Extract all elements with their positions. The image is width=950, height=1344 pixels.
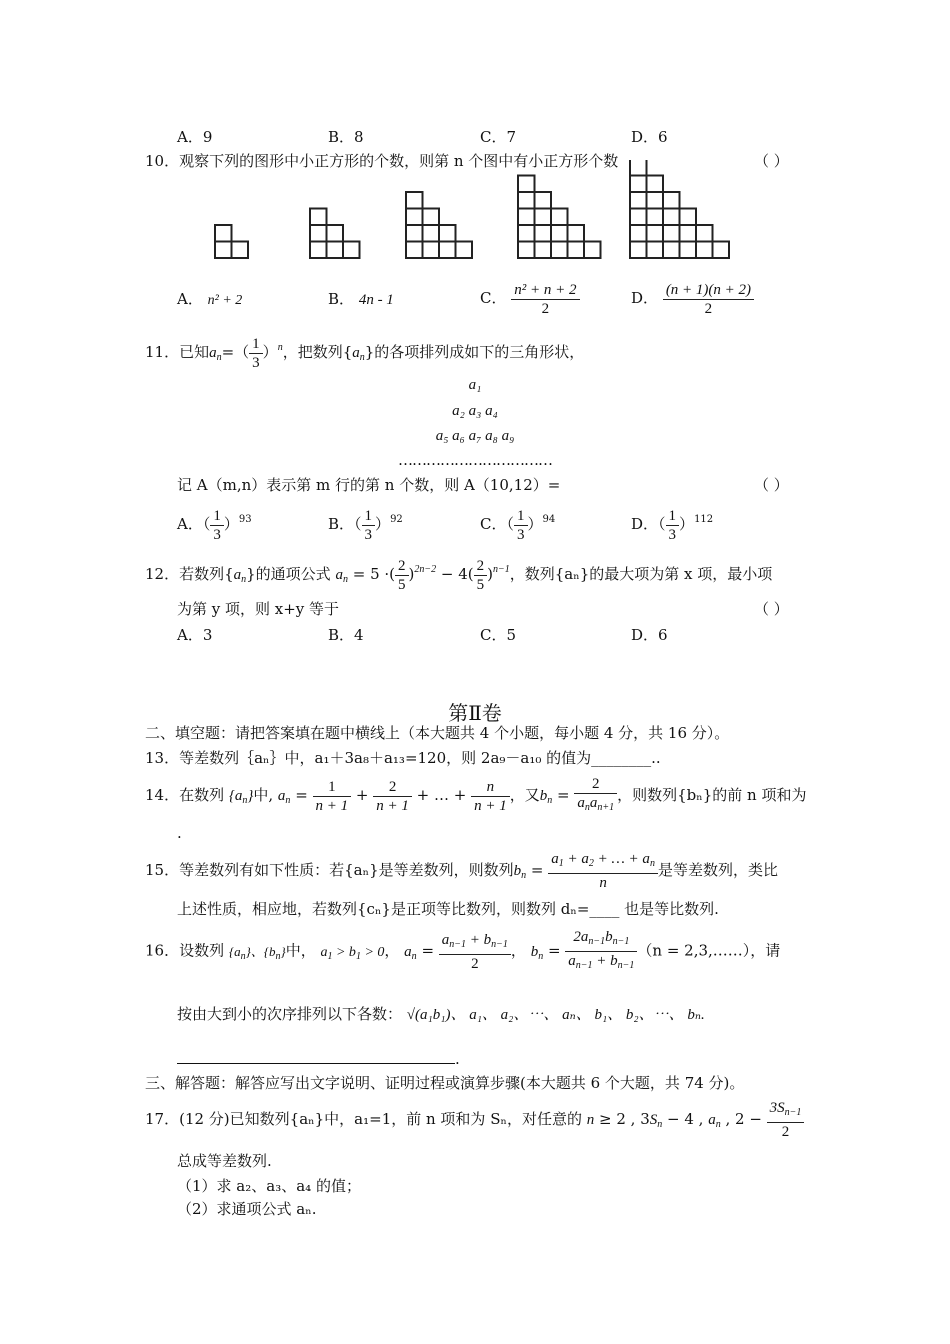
unit-square	[518, 209, 535, 226]
unit-square	[232, 242, 249, 259]
unit-square	[215, 225, 232, 242]
figure-3	[406, 192, 472, 258]
part2-title: 第Ⅱ卷	[448, 701, 502, 725]
unit-square	[680, 225, 697, 242]
unit-square	[630, 242, 647, 259]
q12-option-a: A．3	[177, 626, 213, 644]
q10-option-b-expr: 4n - 1	[358, 292, 394, 308]
unit-square	[310, 209, 327, 226]
unit-square	[630, 209, 647, 226]
q11-option-a-label: A．	[177, 515, 203, 533]
q16-stem-a: 16．设数列	[145, 941, 225, 960]
q16-line2-text: 按由大到小的次序排列以下各数：	[177, 1005, 403, 1023]
unit-square	[551, 225, 568, 242]
unit-square	[568, 242, 585, 259]
q12-stem-b: }的通项公式	[246, 565, 331, 583]
q10-option-d-label: D．	[631, 289, 659, 307]
q12-stem: 12．若数列$\{a_n\}$的通项公式 $a_n = 5$ ·( $\frac{2}{5}$ )$^{2n-2}$ − 4( $\frac{2}{5}$ )$^{n-1}$，数列{aₙ}的最大项为第 x 项，最小项	[145, 557, 773, 593]
unit-square	[680, 209, 697, 226]
q15-line2: 上述性质，相应地，若数列{cₙ}是正项等比数列，则数列 dₙ=____ 也是等比数列.	[177, 900, 719, 918]
q10-option-d-fraction	[663, 281, 754, 318]
unit-square	[680, 242, 697, 259]
q16-sequence: √(a₁b₁)、 a₁、 a₂、⋯、 aₙ、 b₁、 b₂、⋯、 bₙ.	[406, 1007, 705, 1023]
q10-option-a	[177, 288, 242, 312]
q11-option-c-exp: 94	[542, 514, 556, 525]
q16-blank	[177, 1049, 455, 1064]
q11-option-b-label: B．	[328, 515, 355, 533]
unit-square	[663, 225, 680, 242]
unit-square	[518, 225, 535, 242]
q10-figures	[200, 160, 770, 268]
q11-stem: 11．已知$a_n=$（ $\frac{1}{3}$ ）$^n$，把数列$\{a_n\}$的各项排列成如下的三角形状，	[145, 335, 585, 371]
unit-square	[630, 160, 647, 176]
unit-square	[406, 242, 423, 259]
q16-stem-tail: （n = 2,3,……），请	[637, 941, 781, 960]
q10-option-c-fraction	[511, 281, 579, 318]
q15-stem-b: 是等差数列，类比	[657, 861, 778, 879]
q11-option-b: B．（ $\frac{1}{3}$ ）$^{92}$	[328, 507, 403, 543]
unit-square	[630, 192, 647, 209]
q11-option-a: A．（ $\frac{1}{3}$ ）$^{93}$	[177, 507, 252, 543]
unit-square	[535, 242, 552, 259]
unit-square	[551, 209, 568, 226]
q10-answer-paren: （ ）	[754, 152, 789, 170]
q10-option-c	[480, 278, 580, 318]
q9-option-c: C．7	[480, 128, 517, 146]
unit-square	[568, 225, 585, 242]
q10-option-d-den: 2	[704, 300, 713, 317]
unit-square	[630, 225, 647, 242]
q11-option-c: C．（ $\frac{1}{3}$ ）$^{94}$	[480, 507, 556, 543]
q10-option-a-expr: n² + 2	[207, 293, 243, 308]
q11-ask: 记 A（m,n）表示第 m 行的第 n 个数，则 A（10,12）=	[177, 476, 561, 494]
unit-square	[647, 242, 664, 259]
unit-square	[423, 242, 440, 259]
q12-line2: 为第 y 项，则 x+y 等于	[177, 600, 340, 618]
unit-square	[518, 176, 535, 193]
q11-option-d-label: D．	[631, 515, 659, 533]
q14-stem: 14．在数列 $\{a_n\}$中, $a_n$ = $\frac{1}{n + 1}$ + $\frac{2}{n + 1}$ + … + $\frac{n}{n + 1}$ ，又$b_n$ = $\frac{2}{a_na_{n+1}}$ ，则数列{bₙ}的前 n 项和为	[145, 776, 807, 814]
unit-square	[456, 242, 473, 259]
q9-option-a: A．9	[177, 128, 213, 146]
unit-square	[663, 242, 680, 259]
unit-square	[584, 242, 601, 259]
q17-stem-a: 17．(12 分)已知数列{aₙ}中，a₁=1，前 n 项和为 Sₙ，对任意的	[145, 1110, 582, 1128]
figure-2	[310, 209, 360, 259]
q9-option-d: D．6	[631, 128, 668, 146]
triangle-row-3: a₅ a₆ a₇ a₈ a₉	[435, 428, 515, 444]
q10-option-c-label: C．	[480, 289, 507, 307]
q10-option-b-label: B．	[328, 290, 355, 308]
unit-square	[518, 192, 535, 209]
q14-stem-b: ，又	[509, 786, 540, 804]
q10-option-a-label: A．	[177, 290, 203, 308]
triangle-dots: ……………………………	[398, 451, 552, 469]
unit-square	[630, 176, 647, 193]
q11-option-a-exp: 93	[238, 514, 252, 525]
unit-square	[423, 209, 440, 226]
unit-square	[518, 242, 535, 259]
q17-part1: （1）求 a₂、a₃、a₄ 的值；	[177, 1177, 361, 1195]
unit-square	[310, 242, 327, 259]
section3-heading: 三、解答题：解答应写出文字说明、证明过程或演算步骤(本大题共 6 个大题，共 74 分)。	[145, 1074, 745, 1092]
unit-square	[551, 242, 568, 259]
figure-1	[215, 225, 248, 258]
q10-option-c-num: n² + n + 2	[511, 281, 579, 300]
q14-stem-a: 14．在数列	[145, 786, 225, 804]
unit-square	[406, 192, 423, 209]
unit-square	[327, 225, 344, 242]
unit-square	[343, 242, 360, 259]
unit-square	[663, 209, 680, 226]
section2-heading: 二、填空题：请把答案填在题中横线上（本大题共 4 个小题，每小题 4 分，共 16 分）。	[145, 724, 730, 742]
figure-4	[518, 176, 601, 259]
q10-option-d-num: (n + 1)(n + 2)	[663, 281, 754, 300]
q17-stem: 17．(12 分)已知数列{aₙ}中，a₁=1，前 n 项和为 Sₙ，对任意的 n ≥ 2 , $3S_n - 4$ , $a_n$ , 2 − $\frac{3S_{n-1}}{2}$	[145, 1099, 804, 1145]
unit-square	[647, 176, 664, 193]
q9-option-b: B．8	[328, 128, 364, 146]
q15-stem: 15．等差数列有如下性质：若{aₙ}是等差数列，则数列$b_n$ = $\frac{a_1 + a_2 + \dots + a_n}{n}$ 是等差数列，类比	[145, 851, 778, 891]
q14-trailing-dot: .	[177, 824, 182, 842]
q12-answer-paren: （ ）	[754, 600, 789, 618]
q10-option-b	[328, 288, 394, 311]
q12-stem-c: ，数列{aₙ}的最大项为第 x 项，最小项	[509, 565, 773, 583]
unit-square	[439, 225, 456, 242]
unit-square	[310, 225, 327, 242]
q13-text: 13．等差数列｛aₙ｝中，a₁＋3a₈＋a₁₃=120，则 2a₉－a₁₀ 的值为________..	[145, 749, 661, 767]
q11-option-d-exp: 112	[694, 514, 714, 525]
unit-square	[535, 209, 552, 226]
q16-line2	[177, 1003, 705, 1026]
q10-option-c-den: 2	[541, 300, 550, 317]
unit-square	[406, 225, 423, 242]
unit-square	[327, 242, 344, 259]
figure-5	[630, 160, 729, 258]
unit-square	[713, 242, 730, 259]
q11-stem-c: }的各项排列成如下的三角形状，	[364, 343, 585, 361]
q11-option-d: D．（ $\frac{1}{3}$ ）$^{112}$	[631, 507, 714, 543]
unit-square	[696, 242, 713, 259]
unit-square	[439, 242, 456, 259]
triangle-row-1: a₁	[468, 377, 482, 393]
unit-square	[215, 242, 232, 259]
triangle-row-2: a₂ a₃ a₄	[452, 403, 498, 419]
unit-square	[535, 225, 552, 242]
q16-stem-b: 中，	[285, 941, 316, 960]
q14-stem-c: ，则数列{bₙ}的前 n 项和为	[617, 786, 807, 804]
q11-answer-paren: （ ）	[754, 476, 789, 494]
q11-stem-a: 11．已知	[145, 343, 210, 361]
q12-option-d: D．6	[631, 626, 668, 644]
q10-option-d	[631, 278, 754, 318]
unit-square	[663, 192, 680, 209]
unit-square	[647, 209, 664, 226]
unit-square	[423, 225, 440, 242]
q12-stem-a: 12．若数列{	[145, 565, 234, 583]
q11-option-c-label: C．	[480, 515, 507, 533]
q17-part2: （2）求通项公式 aₙ.	[177, 1200, 317, 1218]
unit-square	[647, 225, 664, 242]
q17-line2: 总成等差数列.	[177, 1152, 272, 1170]
unit-square	[696, 225, 713, 242]
q15-stem-a: 15．等差数列有如下性质：若{aₙ}是等差数列，则数列	[145, 861, 514, 879]
q11-option-b-exp: 92	[390, 514, 403, 525]
q12-option-c: C．5	[480, 626, 517, 644]
q16-answer-end: .	[455, 1050, 460, 1068]
unit-square	[647, 192, 664, 209]
q16-answer-line	[177, 1048, 460, 1070]
q16-stem: 16．设数列 $\{a_n\}$、$\{b_n\}$中， $a_1 > b_1 > 0$， $a_n$ = $\frac{a_{n-1} + b_{n-1}}{2}$ ， $b_n$ = $\frac{2a_{n-1}b_{n-1}}{a_{n-1} + b_{n-1}}$ （n = 2,3,……），请	[145, 929, 781, 972]
q11-stem-b: ，把数列{	[282, 343, 353, 361]
unit-square	[406, 209, 423, 226]
unit-square	[535, 192, 552, 209]
q12-option-b: B．4	[328, 626, 364, 644]
q10-stem: 10．观察下列的图形中小正方形的个数，则第 n 个图中有小正方形个数	[145, 152, 619, 170]
